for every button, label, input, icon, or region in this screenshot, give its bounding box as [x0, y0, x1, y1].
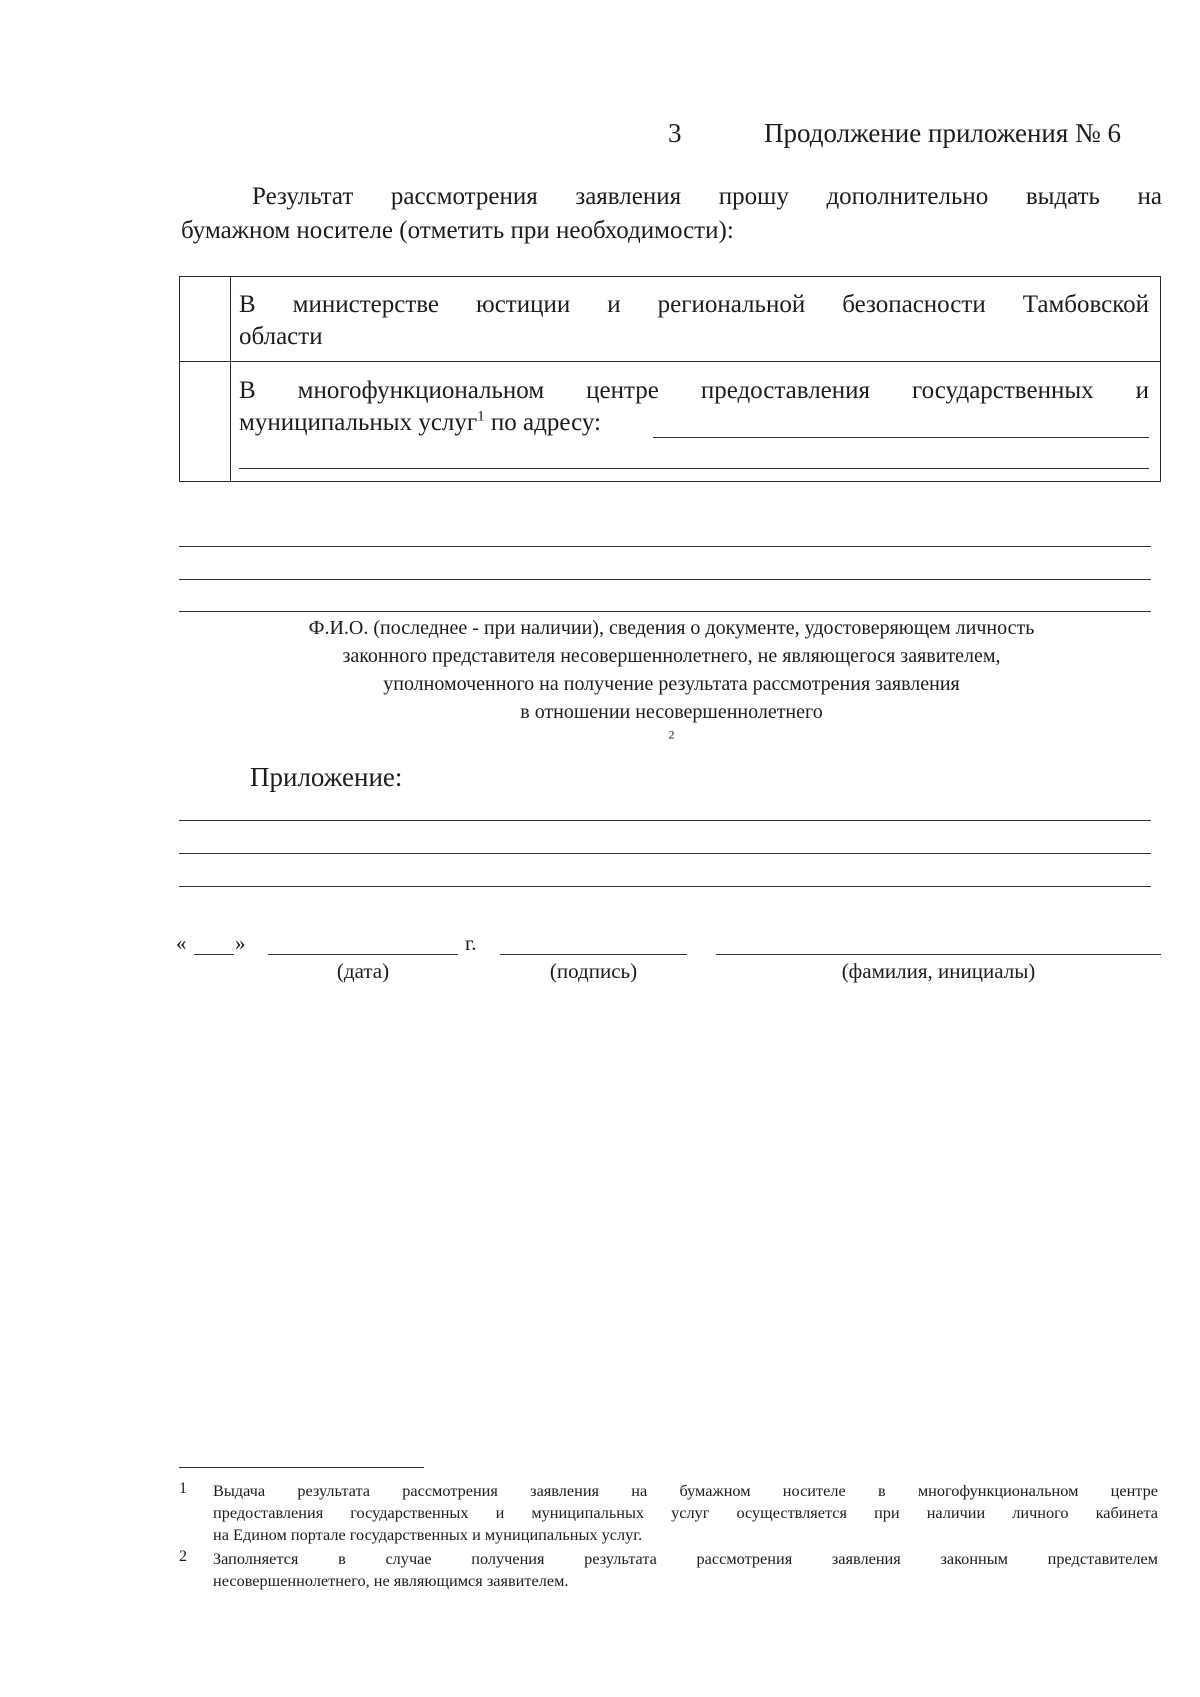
option-ministry-label	[239, 289, 1149, 353]
attachment-line-2[interactable]	[179, 853, 1151, 854]
caption-line-1: Ф.И.О. (последнее - при наличии), сведения о документе, удостоверяющем личность	[308, 617, 1035, 639]
option-mfc-checkbox[interactable]	[180, 362, 230, 482]
representative-line-2[interactable]	[179, 579, 1151, 580]
footnote-1-line-2: предоставления государственных и муниципальных услуг осуществляется при наличии личного кабинета	[213, 1503, 1158, 1522]
attachment-line-3[interactable]	[179, 886, 1151, 887]
signature-field[interactable]	[500, 954, 687, 955]
table-column-divider	[230, 277, 231, 481]
date-day-field[interactable]	[194, 954, 234, 955]
option-ministry-line-1: В министерстве юстиции и региональной безопасности Тамбовской	[239, 291, 1149, 318]
intro-line-1: Результат рассмотрения заявления прошу дополнительно выдать на	[252, 183, 1162, 210]
date-label: (дата)	[336, 959, 390, 983]
footnote-1-number: 1	[179, 1480, 187, 1497]
year-suffix: г.	[465, 931, 477, 955]
footnote-ref-2: 2	[668, 727, 675, 742]
option-mfc-label	[239, 375, 1149, 439]
representative-line-1[interactable]	[179, 546, 1151, 547]
name-label: (фамилия, инициалы)	[841, 959, 1036, 983]
caption-line-4	[181, 698, 1162, 754]
footnote-2-number: 2	[179, 1548, 187, 1565]
page-number: 3	[668, 118, 682, 148]
footnote-ref-1: 1	[477, 408, 485, 425]
caption-line-2: законного представителя несовершеннолетнего, не являющегося заявителем,	[342, 645, 1001, 667]
caption-line-3: уполномоченного на получение результата рассмотрения заявления	[383, 673, 960, 695]
date-open-quote: «	[176, 931, 187, 955]
footnote-1-line-1: Выдача результата рассмотрения заявления на бумажном носителе в многофункциональном центре	[213, 1481, 1158, 1500]
representative-caption	[181, 614, 1162, 754]
table-row-divider	[180, 361, 1160, 362]
mfc-address-line-2[interactable]	[239, 468, 1149, 469]
option-mfc-line-2	[239, 407, 1149, 439]
option-ministry-line-2: области	[239, 323, 323, 350]
intro-paragraph	[181, 180, 1162, 248]
appendix-header: Продолжение приложения № 6	[764, 118, 1122, 148]
footnote-2-line-2: несовершеннолетнего, не являющимся заявителем.	[213, 1571, 569, 1590]
footnote-1-line-3: на Едином портале государственных и муниципальных услуг.	[213, 1525, 643, 1544]
attachment-line-1[interactable]	[179, 820, 1151, 821]
footnote-divider	[179, 1467, 424, 1468]
option-mfc-address-label: по адресу:	[484, 409, 601, 436]
mfc-address-line-1[interactable]	[653, 437, 1149, 438]
footnote-2-line-1: Заполняется в случае получения результата рассмотрения заявления законным представителем	[213, 1549, 1158, 1568]
delivery-options-table	[179, 276, 1161, 482]
attachment-label: Приложение:	[250, 762, 403, 792]
intro-line-2: бумажном носителе (отметить при необходимости):	[181, 217, 734, 244]
date-close-quote: »	[235, 931, 246, 955]
representative-line-3[interactable]	[179, 611, 1151, 612]
caption-line-4-text: в отношении несовершеннолетнего	[520, 701, 823, 723]
name-field[interactable]	[716, 954, 1161, 955]
option-mfc-services-text: муниципальных услуг	[239, 409, 478, 436]
option-mfc-line-1: В многофункциональном центре предоставления государственных и	[239, 377, 1149, 404]
footnote-1	[213, 1480, 1158, 1546]
footnote-2	[213, 1548, 1158, 1592]
option-ministry-checkbox[interactable]	[180, 277, 230, 361]
date-month-field[interactable]	[268, 954, 458, 955]
signature-label: (подпись)	[549, 959, 638, 983]
